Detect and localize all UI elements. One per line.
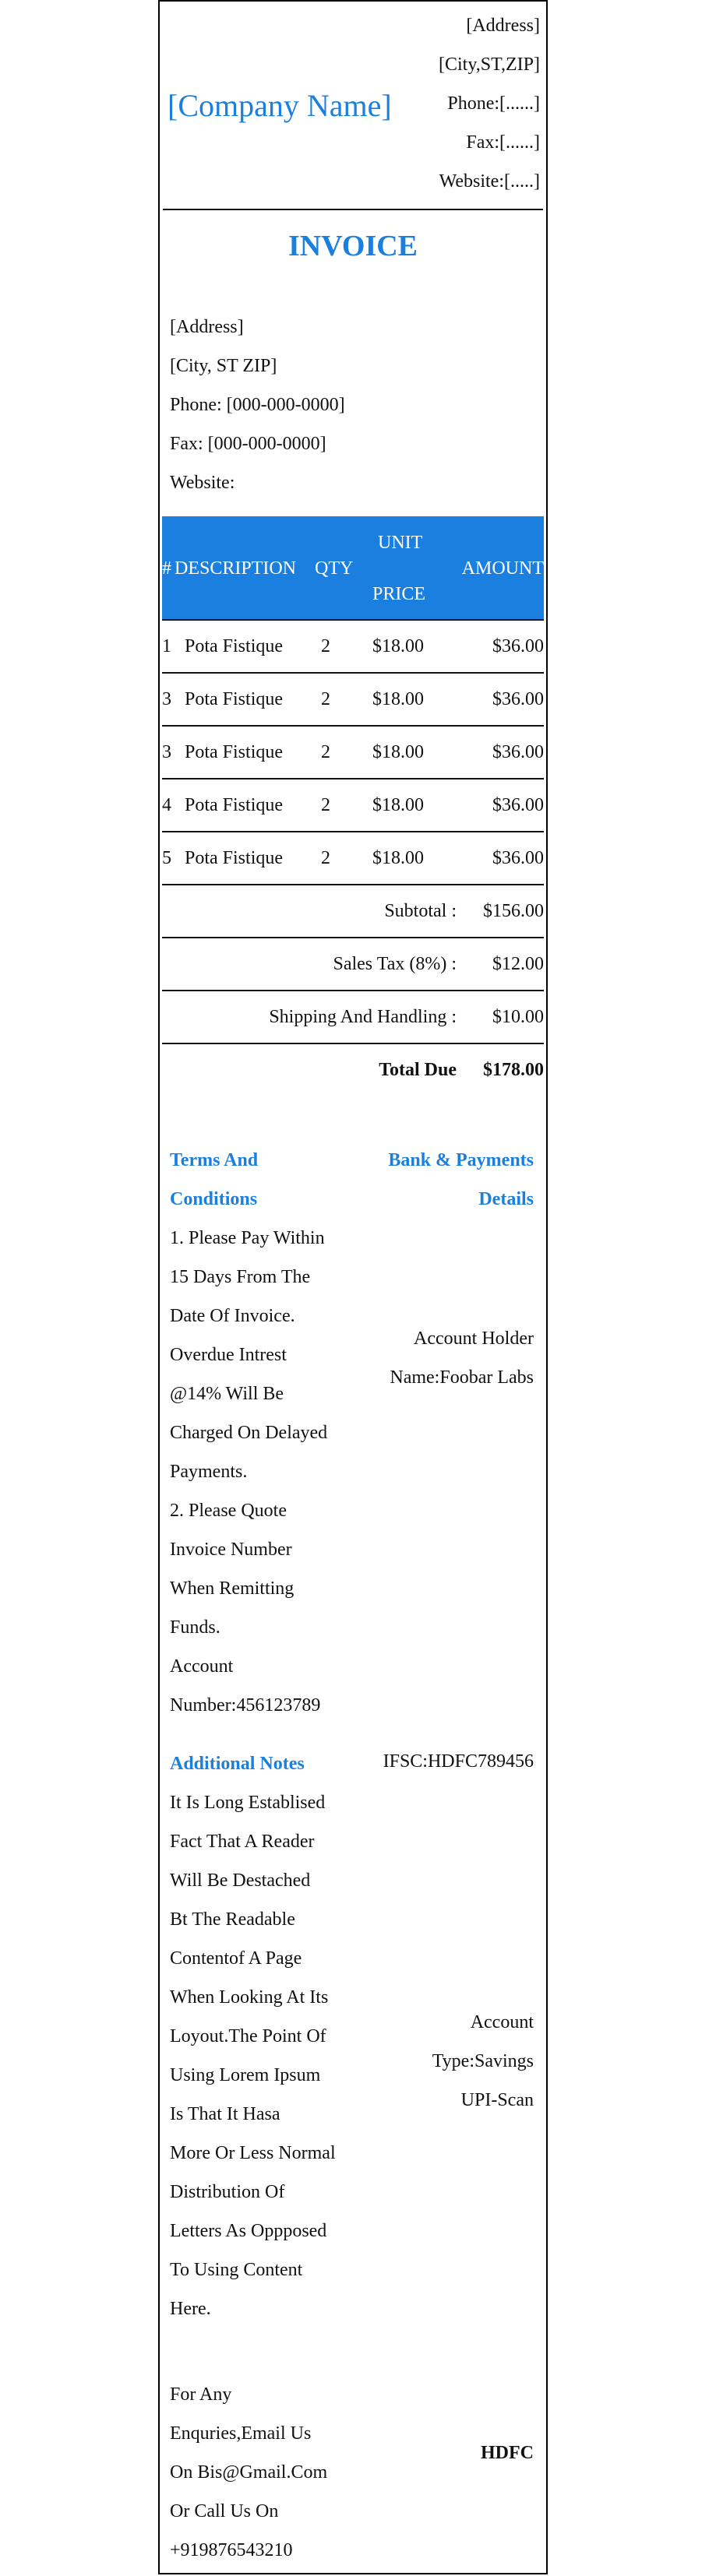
row-num: 3	[162, 742, 171, 762]
account-holder-line2: Name:Foobar Labs	[390, 1367, 534, 1388]
row-amount: $36.00	[492, 689, 544, 709]
company-phone: Phone:[......]	[447, 93, 540, 114]
total-due-value: $178.00	[483, 1060, 544, 1080]
terms-line: 1. Please Pay Within	[170, 1228, 325, 1248]
notes-line: Is That It Hasa	[170, 2104, 280, 2124]
terms-line: Funds.	[170, 1617, 220, 1638]
notes-line: Letters As Oppposed	[170, 2221, 327, 2241]
notes-line: It Is Long Establised	[170, 1793, 326, 1813]
company-fax: Fax:[......]	[466, 132, 540, 153]
upi-scan: UPI-Scan	[460, 2090, 534, 2110]
bank-heading-line2: Details	[478, 1189, 534, 1209]
row-qty: 2	[321, 689, 330, 709]
row-unit-price: $18.00	[372, 689, 424, 709]
invoice-title: INVOICE	[287, 230, 418, 262]
table-row	[162, 621, 544, 674]
row-unit-price: $18.00	[372, 848, 424, 868]
contact-section	[170, 2375, 357, 2570]
table-row	[162, 727, 544, 779]
row-description: Pota Fistique	[185, 848, 284, 868]
row-amount: $36.00	[492, 742, 544, 762]
client-address: [Address]	[170, 317, 244, 337]
invoice-document	[158, 0, 548, 2574]
notes-line: Will Be Destached	[170, 1870, 311, 1891]
sales-tax-value: $12.00	[492, 954, 544, 974]
col-qty-header: QTY	[315, 558, 354, 579]
shipping-value: $10.00	[492, 1007, 544, 1027]
account-type-line1: Account	[470, 2012, 534, 2032]
row-unit-price: $18.00	[372, 795, 424, 815]
account-type-line2: Type:Savings	[432, 2051, 534, 2071]
terms-line: Charged On Delayed	[170, 1423, 328, 1443]
row-unit-price: $18.00	[372, 636, 424, 656]
account-type	[362, 2003, 534, 2120]
bank-name-text: HDFC	[481, 2443, 534, 2463]
row-description: Pota Fistique	[185, 742, 284, 762]
notes-line: Loyout.The Point Of	[170, 2026, 326, 2046]
row-description: Pota Fistique	[185, 795, 284, 815]
row-amount: $36.00	[492, 636, 544, 656]
terms-line: Overdue Intrest	[170, 1345, 287, 1365]
col-unit-price-header-2: PRICE	[372, 584, 426, 604]
contact-line: For Any	[170, 2384, 232, 2405]
col-description-header: DESCRIPTION	[175, 558, 297, 579]
notes-heading: Additional Notes	[170, 1754, 305, 1774]
terms-line: 15 Days From The	[170, 1267, 311, 1287]
notes-line: Using Lorem Ipsum	[170, 2065, 321, 2085]
company-address: [Address]	[466, 16, 540, 36]
terms-line: Number:456123789	[170, 1695, 321, 1716]
bank-heading-line1: Bank & Payments	[388, 1150, 534, 1170]
row-qty: 2	[321, 742, 330, 762]
ifsc-code	[362, 1742, 534, 1781]
items-table-header	[162, 516, 544, 621]
header-divider	[163, 209, 543, 210]
sales-tax-row	[162, 938, 544, 991]
account-holder-line1: Account Holder	[414, 1328, 534, 1349]
terms-line: Payments.	[170, 1462, 248, 1482]
ifsc-line: IFSC:HDFC789456	[383, 1751, 534, 1772]
table-row	[162, 674, 544, 727]
row-num: 1	[162, 636, 171, 656]
notes-line: Fact That A Reader	[170, 1832, 315, 1852]
row-qty: 2	[321, 636, 330, 656]
row-description: Pota Fistique	[185, 689, 284, 709]
terms-line: Account	[170, 1656, 234, 1677]
subtotal-value: $156.00	[483, 901, 544, 921]
notes-section	[170, 1744, 357, 2328]
bank-name	[362, 2433, 534, 2472]
total-due-row	[162, 1044, 544, 1097]
table-row	[162, 832, 544, 885]
notes-line: More Or Less Normal	[170, 2143, 336, 2163]
client-fax: Fax: [000-000-0000]	[170, 434, 326, 454]
bank-details-heading	[362, 1141, 534, 1219]
col-amount-header: AMOUNT	[461, 558, 544, 579]
client-website: Website:	[170, 473, 235, 493]
terms-line: 2. Please Quote	[170, 1501, 287, 1521]
sales-tax-label: Sales Tax (8%) :	[333, 954, 457, 974]
row-num: 3	[162, 689, 171, 709]
row-num: 4	[162, 795, 171, 815]
company-website: Website:[.....]	[439, 171, 540, 192]
row-description: Pota Fistique	[185, 636, 284, 656]
total-due-label: Total Due	[379, 1060, 457, 1080]
company-city: [City,ST,ZIP]	[439, 55, 540, 75]
contact-line: Enquries,Email Us	[170, 2423, 312, 2444]
notes-line: Contentof A Page	[170, 1948, 302, 1969]
notes-line: Here.	[170, 2299, 211, 2319]
terms-line: When Remitting	[170, 1578, 295, 1599]
shipping-label: Shipping And Handling :	[269, 1007, 457, 1027]
row-unit-price: $18.00	[372, 742, 424, 762]
row-amount: $36.00	[492, 795, 544, 815]
terms-line: @14% Will Be	[170, 1384, 284, 1404]
account-holder	[362, 1319, 534, 1397]
subtotal-row	[162, 885, 544, 938]
row-num: 5	[162, 848, 171, 868]
terms-section	[170, 1141, 357, 1725]
table-row	[162, 779, 544, 832]
notes-line: To Using Content	[170, 2260, 303, 2280]
terms-heading-line1: Terms And	[170, 1150, 259, 1170]
client-phone: Phone: [000-000-0000]	[170, 395, 345, 415]
terms-line: Date Of Invoice.	[170, 1306, 295, 1326]
shipping-row	[162, 991, 544, 1044]
client-city: [City, ST ZIP]	[170, 356, 277, 376]
notes-line: Distribution Of	[170, 2182, 285, 2202]
row-qty: 2	[321, 795, 330, 815]
col-num-header: #	[162, 558, 171, 579]
terms-line: Invoice Number	[170, 1540, 292, 1560]
subtotal-label: Subtotal :	[384, 901, 457, 921]
notes-line: When Looking At Its	[170, 1987, 329, 2008]
row-amount: $36.00	[492, 848, 544, 868]
col-unit-price-header-1: UNIT	[378, 533, 423, 553]
contact-line: On Bis@Gmail.Com	[170, 2462, 328, 2483]
contact-line: Or Call Us On	[170, 2501, 279, 2521]
company-name: [Company Name]	[168, 88, 392, 123]
contact-line: +919876543210	[170, 2540, 293, 2560]
notes-line: Bt The Readable	[170, 1909, 295, 1930]
terms-heading-line2: Conditions	[170, 1189, 258, 1209]
row-qty: 2	[321, 848, 330, 868]
